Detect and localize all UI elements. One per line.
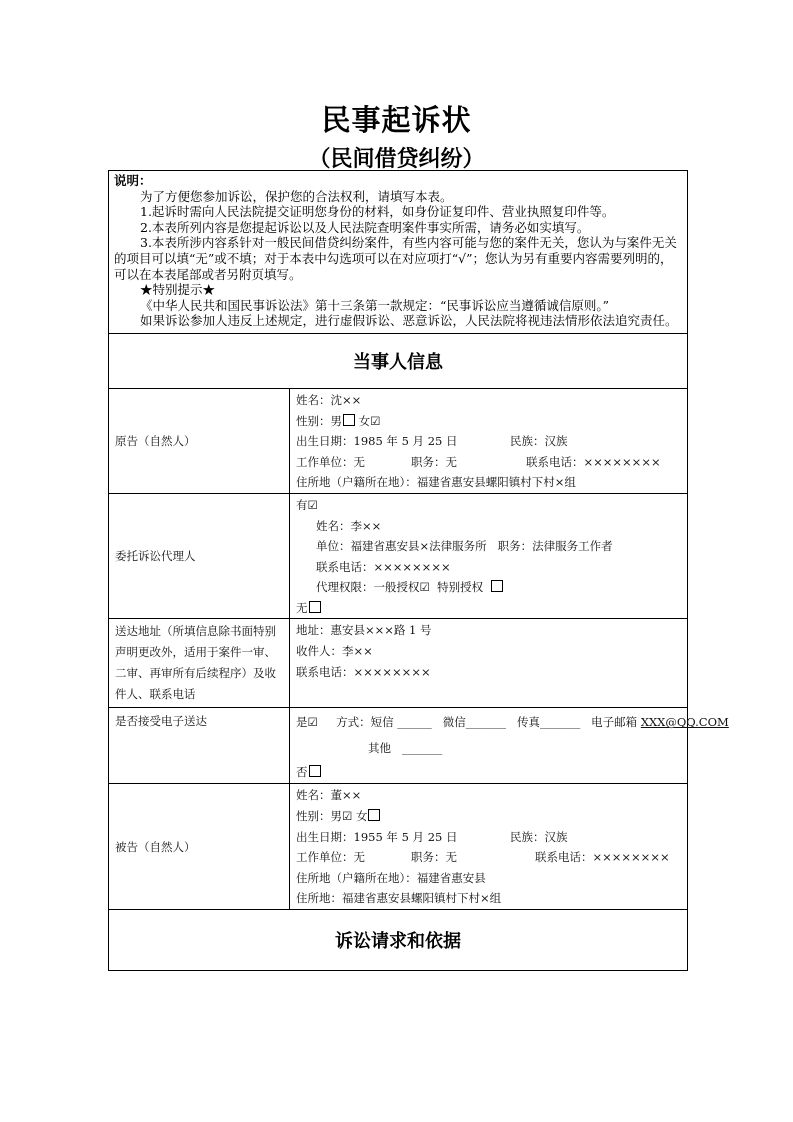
complaint-form <box>108 170 729 971</box>
male-checkbox[interactable]: ☑ <box>342 809 353 824</box>
electronic-no-row <box>296 761 681 783</box>
plaintiff-position: 职务：无 <box>411 454 457 469</box>
fax-label: 传真 <box>516 715 540 730</box>
wechat-label: 微信 <box>442 715 466 730</box>
plaintiff-work-row <box>296 452 681 473</box>
female-label: 女 <box>355 809 368 824</box>
male-checkbox[interactable] <box>343 414 355 426</box>
section-claims-heading: 诉讼请求和依据 <box>109 910 688 971</box>
plaintiff-birth-row <box>296 431 681 452</box>
electronic-service-row <box>109 708 688 784</box>
electronic-yes-checkbox[interactable]: ☑ <box>307 715 318 730</box>
page-title: 民事起诉状 <box>321 103 472 137</box>
defendant-phone: 联系电话：×××××××× <box>535 850 670 865</box>
female-checkbox[interactable]: ☑ <box>370 413 381 428</box>
section-row <box>109 910 688 971</box>
notes-box <box>109 171 688 334</box>
plaintiff-row <box>109 388 688 493</box>
agent-has-row <box>296 495 681 516</box>
agent-has-checkbox[interactable]: ☑ <box>307 497 318 512</box>
special-authority-label: 特别授权 <box>437 580 484 595</box>
general-authority-checkbox[interactable]: ☑ <box>419 580 430 595</box>
sms-input[interactable]: ______ <box>397 715 432 730</box>
plaintiff-phone: 联系电话：×××××××× <box>526 454 661 469</box>
email-label: 电子邮箱 <box>591 715 638 730</box>
defendant-work-row <box>296 847 681 868</box>
electronic-yes-label: 是 <box>296 715 308 730</box>
female-checkbox[interactable] <box>368 809 380 821</box>
agent-label: 委托诉讼代理人 <box>109 493 290 619</box>
service-address-row <box>109 619 688 708</box>
gender-label: 性别： <box>296 809 331 824</box>
defendant-household: 住所地（户籍所在地）：福建省惠安县 <box>296 870 486 885</box>
plaintiff-birth: 出生日期：1985 年 5 月 25 日 <box>296 434 458 449</box>
defendant-gender <box>296 806 681 827</box>
service-address: 地址：惠安县×××路 1 号 <box>296 623 432 638</box>
defendant-name: 姓名：董×× <box>296 788 362 803</box>
other-label: 其他 <box>368 741 391 756</box>
defendant-position: 职务：无 <box>411 850 457 865</box>
service-address-label: 送达地址（所填信息除书面特别声明更改外，适用于案件一审、二审、再审所有后续程序）及收件人、联系电话 <box>109 619 290 708</box>
spacer <box>296 682 681 703</box>
electronic-other-row <box>296 735 681 761</box>
wechat-input[interactable]: _______ <box>465 715 506 730</box>
agent-phone: 联系电话：×××××××× <box>316 559 451 574</box>
plaintiff-label: 原告（自然人） <box>109 388 290 493</box>
agent-info <box>290 493 688 619</box>
agent-none-row <box>296 598 681 619</box>
notes-paragraph: 3.本表所涉内容系针对一般民间借贷纠纷案件，有些内容可能与您的案件无关，您认为与案件无关的项目可以填“无”或不填；对于本表中勾选项可以在对应项打“√”；您认为另有重要内容需要列明的，可以在本表尾部或者另附页填写。 <box>114 235 677 282</box>
service-phone: 联系电话：×××××××× <box>296 664 431 679</box>
notes-heading: 说明： <box>114 173 152 188</box>
notes-paragraph: 为了方便您参加诉讼，保护您的合法权利，请填写本表。 <box>140 188 453 204</box>
electronic-yes-row <box>296 709 729 735</box>
method-sms-label: 方式：短信 <box>336 715 394 730</box>
agent-none-label: 无 <box>296 600 308 615</box>
female-label: 女 <box>358 413 371 428</box>
special-notice: ★特别提示★ <box>140 282 216 298</box>
plaintiff-gender <box>296 411 681 432</box>
notes-paragraph: 《中华人民共和国民事诉讼法》第十三条第一款规定：“民事诉讼应当遵循诚信原则。” <box>140 297 610 313</box>
plaintiff-ethnicity: 民族：汉族 <box>510 434 568 449</box>
agent-unit: 单位：福建省惠安县×法律服务所 <box>316 539 487 554</box>
page-subtitle: （民间借贷纠纷） <box>308 146 485 172</box>
email-value[interactable]: XXX@QQ.COM <box>640 715 729 730</box>
agent-name: 姓名：李×× <box>316 518 382 533</box>
defendant-row <box>109 784 688 910</box>
defendant-birth: 出生日期：1955 年 5 月 25 日 <box>296 829 458 844</box>
defendant-label: 被告（自然人） <box>109 784 290 910</box>
notes-paragraph: 1.起诉时需向人民法院提交证明您身份的材料，如身份证复印件、营业执照复印件等。 <box>140 204 615 220</box>
electronic-service-label: 是否接受电子送达 <box>109 708 290 784</box>
authority-label: 代理权限：一般授权 <box>316 580 420 595</box>
defendant-birth-row <box>296 827 681 848</box>
defendant-ethnicity: 民族：汉族 <box>510 829 568 844</box>
defendant-residence: 住所地：福建省惠安县螺阳镇村下村×组 <box>296 891 502 906</box>
defendant-work-unit: 工作单位：无 <box>296 850 365 865</box>
electronic-no-checkbox[interactable] <box>309 765 321 777</box>
gender-label: 性别： <box>296 413 331 428</box>
notes-row <box>109 171 688 334</box>
plaintiff-info <box>290 388 688 493</box>
electronic-no-label: 否 <box>296 765 308 780</box>
agent-position: 职务：法律服务工作者 <box>497 539 613 554</box>
service-address-info <box>290 619 688 708</box>
electronic-service-info <box>290 708 729 784</box>
service-recipient: 收件人：李×× <box>296 644 373 659</box>
agent-none-checkbox[interactable] <box>309 601 321 613</box>
special-authority-checkbox[interactable] <box>491 580 503 592</box>
agent-authority-row <box>296 577 681 598</box>
section-parties-heading: 当事人信息 <box>109 333 688 388</box>
fax-input[interactable]: _______ <box>539 715 581 730</box>
other-input[interactable]: _______ <box>401 741 443 756</box>
agent-has-label: 有 <box>296 497 308 512</box>
male-label: 男 <box>330 809 342 824</box>
plaintiff-name: 姓名：沈×× <box>296 392 362 407</box>
section-row <box>109 333 688 388</box>
plaintiff-work-unit: 工作单位：无 <box>296 454 365 469</box>
notes-paragraph: 如果诉讼参加人违反上述规定，进行虚假诉讼、恶意诉讼，人民法院将视违法情形依法追究责任。 <box>140 313 678 329</box>
plaintiff-address: 住所地（户籍所在地）：福建省惠安县螺阳镇村下村×组 <box>296 475 576 490</box>
notes-paragraph: 2.本表所列内容是您提起诉讼以及人民法院查明案件事实所需，请务必如实填写。 <box>140 219 590 235</box>
male-label: 男 <box>330 413 342 428</box>
agent-row <box>109 493 688 619</box>
agent-unit-row <box>296 536 681 557</box>
defendant-info <box>290 784 688 910</box>
